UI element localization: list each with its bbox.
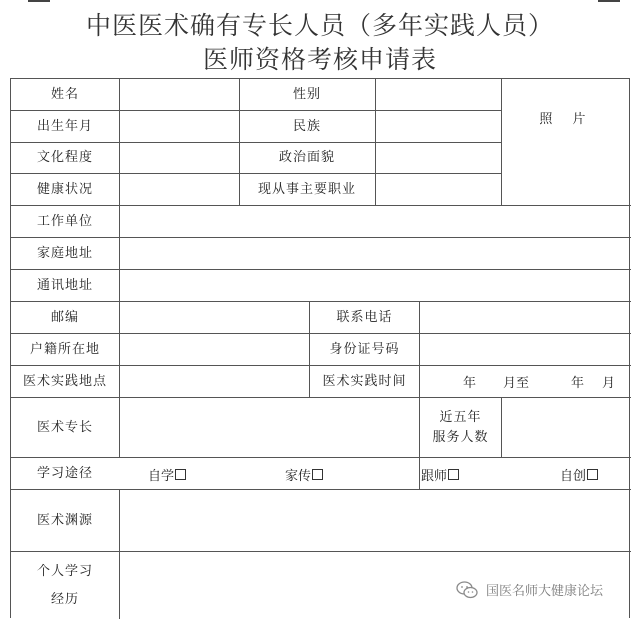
label-education: 文化程度 — [36, 150, 93, 165]
label-id-number: 身份证号码 — [329, 341, 400, 357]
practice-month-to-label: 月至 — [503, 376, 530, 391]
top-corner-mark-right — [598, 0, 620, 2]
form-title-line1: 中医医术确有专长人员（多年实践人员） — [85, 11, 554, 40]
label-name: 姓名 — [50, 86, 79, 102]
practice-month-end-label: 月 — [602, 376, 616, 391]
ethnicity-field[interactable] — [376, 111, 501, 142]
home-address-field[interactable] — [120, 238, 631, 269]
label-health: 健康状况 — [36, 181, 93, 197]
practice-year-end-label: 年 — [571, 376, 585, 391]
gender-field[interactable] — [376, 79, 501, 110]
personal-learning-line1: 个人学习 — [36, 563, 93, 579]
label-phone: 联系电话 — [336, 309, 393, 325]
label-workplace: 工作单位 — [36, 213, 93, 229]
label-political: 政治面貌 — [278, 150, 335, 165]
learn-option-family-label: 家传 — [285, 469, 312, 484]
label-mail-address: 通讯地址 — [36, 277, 93, 293]
label-origin: 医术渊源 — [36, 512, 93, 528]
occupation-field[interactable] — [376, 174, 501, 205]
watermark-text: 国医名师大健康论坛 — [486, 584, 604, 599]
label-practice-place: 医术实践地点 — [22, 373, 107, 389]
label-practice-time: 医术实践时间 — [322, 373, 407, 389]
label-occupation: 现从事主要职业 — [257, 181, 356, 197]
origin-field[interactable] — [120, 490, 631, 551]
label-patients-served — [420, 398, 501, 457]
id-number-field[interactable] — [420, 334, 631, 365]
top-corner-mark-left — [28, 0, 50, 2]
learn-option-mentor-label: 跟师 — [421, 469, 448, 484]
specialty-field[interactable] — [120, 398, 419, 457]
label-hukou: 户籍所在地 — [29, 341, 100, 357]
learn-option-family[interactable] — [285, 465, 323, 484]
wechat-icon — [456, 581, 478, 599]
workplace-field[interactable] — [120, 206, 631, 237]
learn-option-create[interactable] — [560, 465, 598, 484]
label-gender: 性别 — [292, 86, 321, 102]
label-ethnicity: 民族 — [292, 118, 321, 134]
patients-served-line2: 服务人数 — [432, 429, 489, 445]
application-form-table — [10, 78, 630, 618]
learn-option-mentor[interactable] — [421, 465, 459, 484]
phone-field[interactable] — [420, 302, 631, 333]
health-field[interactable] — [120, 174, 239, 205]
label-learning-path: 学习途径 — [36, 465, 93, 481]
mentor-study-checkbox[interactable] — [448, 469, 459, 480]
learn-option-self[interactable] — [148, 465, 186, 484]
education-field[interactable] — [120, 143, 239, 173]
self-study-checkbox[interactable] — [175, 469, 186, 480]
patients-served-line1: 近五年 — [439, 409, 482, 425]
hukou-field[interactable] — [120, 334, 309, 365]
photo-box[interactable]: 照 片 — [539, 112, 594, 127]
label-birth: 出生年月 — [36, 118, 93, 134]
learn-option-self-label: 自学 — [148, 469, 175, 484]
political-field[interactable] — [376, 143, 501, 173]
mail-address-field[interactable] — [120, 270, 631, 301]
practice-year-start-label: 年 — [463, 376, 477, 391]
learn-option-create-label: 自创 — [560, 469, 587, 484]
family-inheritance-checkbox[interactable] — [312, 469, 323, 480]
personal-learning-line2: 经历 — [50, 591, 79, 607]
practice-place-field[interactable] — [120, 366, 309, 397]
label-home-address: 家庭地址 — [36, 245, 93, 261]
form-title-line2: 医师资格考核申请表 — [202, 45, 437, 74]
postcode-field[interactable] — [120, 302, 309, 333]
label-personal-learning — [11, 552, 119, 619]
patients-served-field[interactable] — [502, 398, 631, 457]
label-specialty: 医术专长 — [36, 419, 93, 435]
watermark — [452, 578, 607, 601]
self-created-checkbox[interactable] — [587, 469, 598, 480]
birth-field[interactable] — [120, 111, 239, 142]
name-field[interactable] — [120, 79, 239, 110]
label-postcode: 邮编 — [50, 309, 79, 325]
